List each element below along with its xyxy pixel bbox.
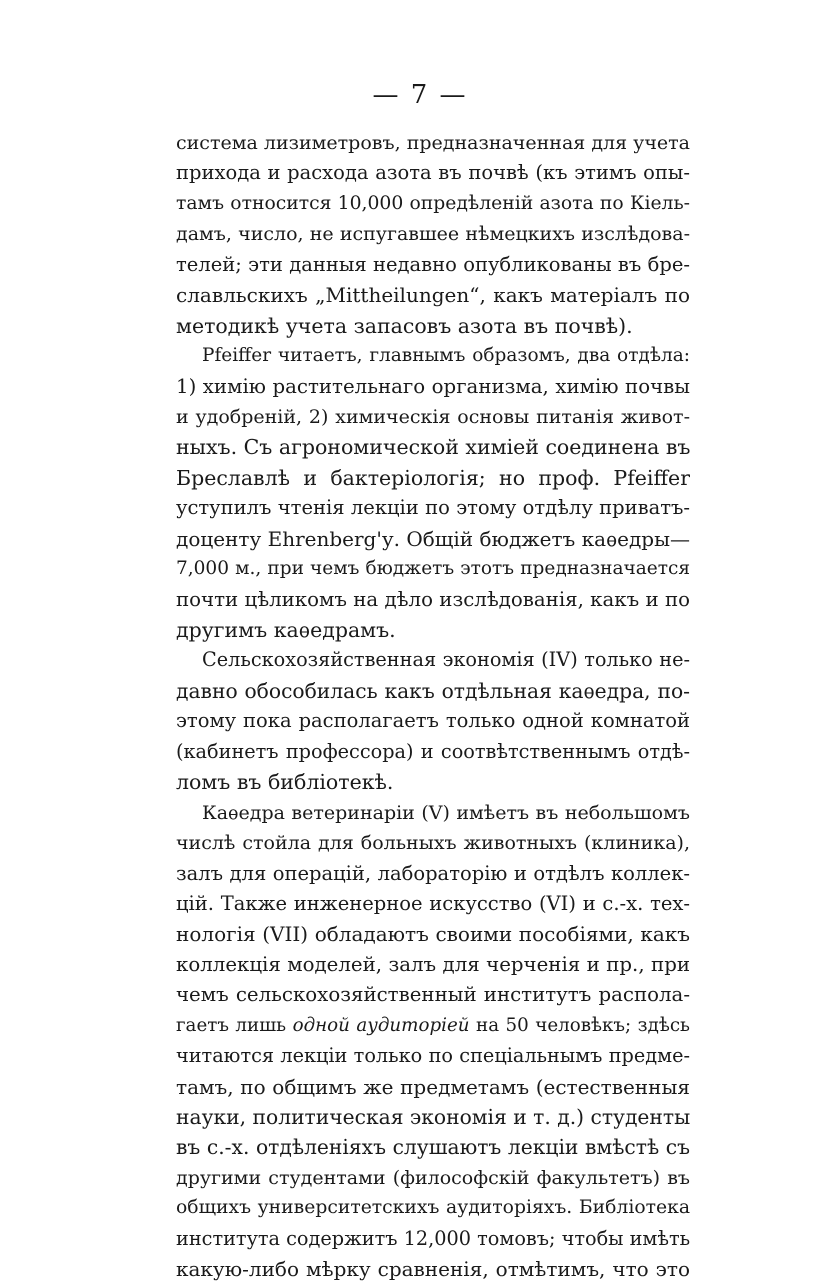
- text-line: давно обособилась какъ отдѣльная каѳедра, по-: [176, 678, 690, 703]
- paragraph: [176, 798, 690, 1285]
- text-line: [176, 1011, 690, 1041]
- text-line: прихода и расхода азота въ почвѣ (къ этимъ опы-: [176, 161, 690, 185]
- text-line: Каѳедра ветеринаріи (V) имѣетъ въ небольшомъ: [202, 801, 690, 824]
- page-number: — 7 —: [372, 80, 468, 110]
- text-line: читаются лекціи только по спеціальнымъ предме-: [176, 1044, 690, 1068]
- text-line: общихъ университетскихъ аудиторіяхъ. Библіотека: [176, 1197, 690, 1219]
- text-line: методикѣ учета запасовъ азота въ почвѣ).: [176, 313, 633, 338]
- paragraph: [176, 341, 690, 645]
- paragraph: [176, 128, 690, 341]
- text-line: другими студентами (философскій факультетъ) въ: [176, 1166, 690, 1189]
- text-line: ныхъ. Съ агрономической химіей соединена въ: [176, 435, 690, 460]
- text-line: славльскихъ „Mittheilungen“, какъ матеріалъ по: [176, 283, 690, 308]
- text-line: почти цѣликомъ на дѣло изслѣдованія, какъ и по: [176, 587, 690, 611]
- text-line: Бреславлѣ и бактеріологія; но проф. Pfeiffer: [176, 465, 690, 490]
- text-line: цій. Также инженерное искусство (VI) и с.-х. тех-: [176, 891, 690, 915]
- text-line: дамъ, число, не испугавшее нѣмецкихъ изслѣдова-: [176, 223, 690, 246]
- text-line: залъ для операцій, лабораторію и отдѣлъ коллек-: [176, 861, 690, 885]
- text-line: (кабинетъ профессора) и соотвѣтственнымъ отдѣ-: [176, 739, 690, 763]
- text-line: и удобреній, 2) химическія основы питанія живот-: [176, 405, 690, 428]
- text-line: доценту Ehrenberg'у. Общій бюджетъ каѳедры—: [176, 526, 690, 551]
- text-line: система лизиметровъ, предназначенная для учета: [176, 132, 690, 154]
- text-line: 1) химію растительнаго организма, химію почвы: [176, 374, 690, 398]
- text-line: ломъ въ библіотекѣ.: [176, 770, 394, 795]
- text-line: уступилъ чтенія лекціи по этому отдѣлу приватъ-: [176, 496, 690, 520]
- text-line: 7,000 м., при чемъ бюджетъ этотъ предназначается: [176, 558, 690, 580]
- text-segment: на 50 человѣкъ; здѣсь: [469, 1014, 690, 1036]
- paragraph: [176, 645, 690, 797]
- text-line: телей; эти данныя недавно опубликованы въ бре-: [176, 252, 690, 276]
- text-line: чемъ сельскохозяйственный институтъ распола-: [176, 983, 690, 1007]
- text-line: науки, политическая экономія и т. д.) студенты: [176, 1105, 690, 1129]
- text-segment: гаетъ лишь: [176, 1014, 293, 1036]
- text-line: въ с.-х. отдѣленіяхъ слушаютъ лекціи вмѣстѣ съ: [176, 1135, 690, 1160]
- text-line: тамъ, по общимъ же предметамъ (естественныя: [176, 1074, 690, 1099]
- text-line: нологія (VII) обладаютъ своими пособіями, какъ: [176, 922, 690, 947]
- italic-text: одной аудиторіей: [292, 1014, 470, 1036]
- text-line: Pfeiffer читаетъ, главнымъ образомъ, два отдѣла:: [202, 345, 690, 367]
- text-line: тамъ относится 10,000 опредѣленій азота по Кіель-: [176, 192, 690, 214]
- text-line: другимъ каѳедрамъ.: [176, 618, 396, 642]
- text-line: Сельскохозяйственная экономія (IV) только не-: [202, 648, 690, 672]
- text-line: какую-либо мѣрку сравненія, отмѣтимъ, что это: [176, 1257, 690, 1282]
- text-line: института содержитъ 12,000 томовъ; чтобы имѣть: [176, 1226, 690, 1250]
- text-line: коллекція моделей, залъ для черченія и пр., при: [176, 952, 690, 976]
- text-line: числѣ стойла для больныхъ животныхъ (клиника),: [176, 832, 690, 855]
- text-line: этому пока располагаетъ только одной комнатой: [176, 709, 690, 733]
- body-text: [176, 128, 690, 1285]
